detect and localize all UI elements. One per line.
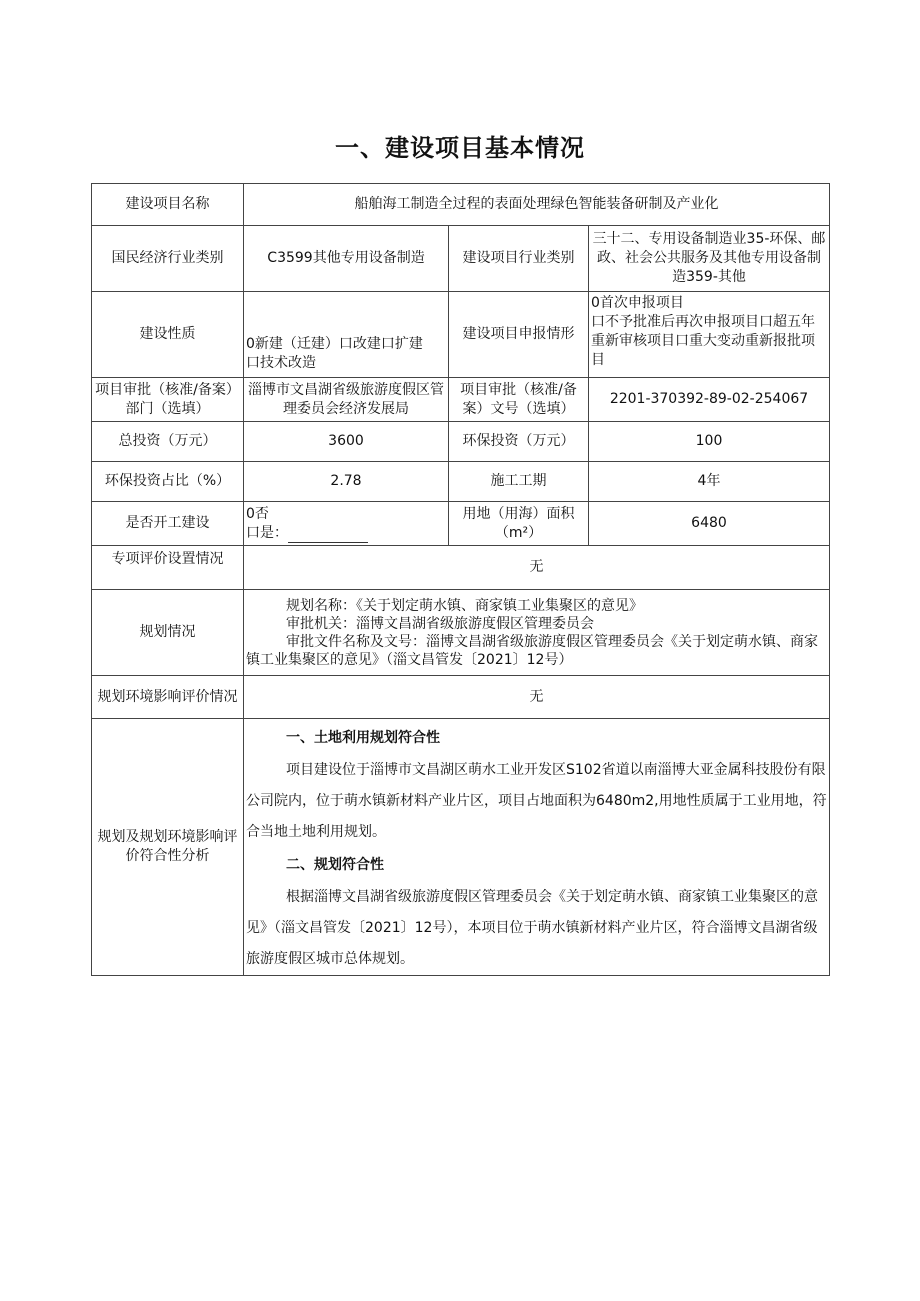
value-project-name: 船舶海工制造全过程的表面处理绿色智能装备研制及产业化 <box>244 184 830 226</box>
row-nature <box>92 292 830 378</box>
value-env-ratio: 2.78 <box>244 462 449 502</box>
land-area-label-line2: （m²） <box>494 524 543 541</box>
nature-option-line2: 口技术改造 <box>246 355 316 371</box>
value-total-investment: 3600 <box>244 422 449 462</box>
analysis-heading-land: 一、土地利用规划符合性 <box>286 730 440 746</box>
row-project-name <box>92 184 830 226</box>
label-started: 是否开工建设 <box>92 502 244 546</box>
label-land-area <box>449 502 589 546</box>
value-nature <box>244 292 449 378</box>
label-env-ratio: 环保投资占比（%） <box>92 462 244 502</box>
row-planning <box>92 590 830 676</box>
started-date-blank <box>288 528 368 543</box>
started-option-no: 0否 <box>246 505 269 522</box>
row-special-eval <box>92 546 830 590</box>
value-project-industry: 三十二、专用设备制造业35-环保、邮政、社会公共服务及其他专用设备制造359-其他 <box>589 226 830 292</box>
row-approval <box>92 378 830 422</box>
row-ratio <box>92 462 830 502</box>
value-land-area: 6480 <box>589 502 830 546</box>
planning-document: 审批文件名称及文号：淄博文昌湖省级旅游度假区管理委员会《关于划定萌水镇、商家镇工业集聚区的意见》（淄文昌管发〔2021〕12号） <box>246 633 818 668</box>
label-industry: 国民经济行业类别 <box>92 226 244 292</box>
row-analysis <box>92 719 830 976</box>
planning-name: 规划名称：《关于划定萌水镇、商家镇工业集聚区的意见》 <box>286 597 643 614</box>
label-planning-eia: 规划环境影响评价情况 <box>92 676 244 719</box>
label-nature: 建设性质 <box>92 292 244 378</box>
analysis-para-land: 项目建设位于淄博市文昌湖区萌水工业开发区S102省道以南淄博大亚金属科技股份有限公司院内，位于萌水镇新材料产业片区，项目占地面积为6480m2,用地性质属于工业用地，符合当地土地利用规划。 <box>246 762 827 840</box>
label-approval-dept: 项目审批（核准/备案）部门（选填） <box>92 378 244 422</box>
value-approval-dept: 淄博市文昌湖省级旅游度假区管理委员会经济发展局 <box>244 378 449 422</box>
analysis-para-planning: 根据淄博文昌湖省级旅游度假区管理委员会《关于划定萌水镇、商家镇工业集聚区的意见》（淄文昌管发〔2021〕12号），本项目位于萌水镇新材料产业片区，符合淄博文昌湖省级旅游度假区城市总体规划。 <box>246 889 818 967</box>
declare-option-line2: 口不予批准后再次申报项目口超五年重新审核项目口重大变动重新报批项目 <box>591 314 815 368</box>
project-info-table <box>91 183 830 976</box>
label-project-industry: 建设项目行业类别 <box>449 226 589 292</box>
row-planning-eia <box>92 676 830 719</box>
value-analysis <box>244 719 830 976</box>
label-total-investment: 总投资（万元） <box>92 422 244 462</box>
label-env-investment: 环保投资（万元） <box>449 422 589 462</box>
label-analysis: 规划及规划环境影响评价符合性分析 <box>92 719 244 976</box>
value-planning <box>244 590 830 676</box>
label-construction-period: 施工工期 <box>449 462 589 502</box>
value-declare-type <box>589 292 830 378</box>
planning-authority: 审批机关：淄博文昌湖省级旅游度假区管理委员会 <box>286 615 594 632</box>
value-started <box>244 502 449 546</box>
row-industry <box>92 226 830 292</box>
label-approval-no: 项目审批（核准/备案）文号（选填） <box>449 378 589 422</box>
analysis-heading-planning: 二、规划符合性 <box>286 857 384 873</box>
value-construction-period: 4年 <box>589 462 830 502</box>
label-planning: 规划情况 <box>92 590 244 676</box>
label-special-eval: 专项评价设置情况 <box>92 546 244 590</box>
row-started <box>92 502 830 546</box>
value-special-eval: 无 <box>244 546 830 590</box>
page-title: 一、建设项目基本情况 <box>335 134 585 162</box>
started-option-yes <box>246 524 446 543</box>
land-area-label-line1: 用地（用海）面积 <box>462 505 575 522</box>
label-project-name: 建设项目名称 <box>92 184 244 226</box>
value-approval-no: 2201-370392-89-02-254067 <box>589 378 830 422</box>
value-planning-eia: 无 <box>244 676 830 719</box>
started-option-yes-label: 口是： <box>246 524 288 541</box>
value-industry: C3599其他专用设备制造 <box>244 226 449 292</box>
declare-option-line1: 0首次申报项目 <box>591 295 684 311</box>
row-investment <box>92 422 830 462</box>
nature-option-line1: 0新建（迁建）口改建口扩建 <box>246 336 423 352</box>
label-declare-type: 建设项目申报情形 <box>449 292 589 378</box>
value-env-investment: 100 <box>589 422 830 462</box>
